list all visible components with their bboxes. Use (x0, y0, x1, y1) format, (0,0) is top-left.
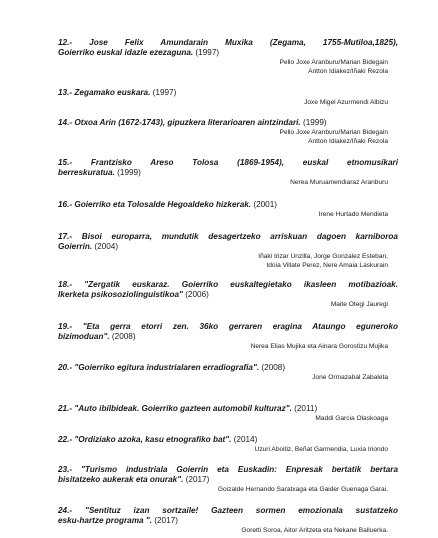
entry-title: bizimoduan". (58, 332, 110, 341)
entry-title: 18.- "Zergatik euskaraz. Goierriko euskaltegietako ikasleen motibazioak. (58, 280, 398, 289)
entry-year: (2008) (259, 363, 286, 372)
entry-title-line (58, 48, 398, 58)
entry-author: Uzuri Aboitiz, Beñat Garmendia, Luxia Iriondo (254, 446, 388, 453)
entry-title-line (58, 88, 398, 98)
entry-title-line (58, 242, 398, 252)
entry-title: bisitatzeko aukerak eta onurak". (58, 475, 184, 484)
entry-author: Iñaki Irizar Unzilla, Jorge Gonzalez Esteban, (258, 253, 388, 260)
entry-title: 17.- Bisoi europarra, mundutik desagertzeko arriskuan dagoen karniboroa (58, 232, 398, 241)
entry-title: Ikerketa psikosoziolinguistikoa" (58, 290, 183, 299)
entry-year: (2017) (183, 475, 210, 484)
entry-title: 19.- "Eta gerra etorri zen. 36ko gerraren eragina Ataungo eguneroko (58, 322, 398, 331)
entry-author: Joxe Migel Azurmendi Albizu (304, 99, 388, 106)
entry-title: esku-hartze programa ". (58, 516, 152, 525)
entry-author: Maite Otegi Jauregi (330, 301, 388, 308)
entry-title: 20.- "Goierriko egitura industrialaren erradiografia". (58, 363, 260, 372)
entry-author: Irene Hurtado Mendieta (318, 211, 388, 218)
entry-title-line (58, 363, 398, 373)
entry-title: 24.- "Sentituz izan sortzaile! Gazteen sormen emozionala sustatzeko (58, 506, 398, 515)
entry-title: berreskuratua. (58, 168, 115, 177)
entry-title-line (58, 465, 398, 475)
entry-year: (2008) (109, 332, 136, 341)
entry-author: Nerea Elias Mujika eta Ainara Gorostizu Mujika (250, 343, 388, 350)
entry-title: Goierrin. (58, 242, 93, 251)
entry-author: Jone Ormazabal Zabaleta (312, 374, 388, 381)
entry-author: Pello Joxe Aranburu/Marian Bidegain (279, 129, 388, 136)
entry-title-line (58, 118, 398, 128)
entry-title-line (58, 290, 398, 300)
entry-title: 14.- Otxoa Arin (1672-1743), gipuzkera literarioaren aintzindari. (58, 118, 301, 127)
entry-title-line (58, 404, 398, 414)
entry-year: (2004) (92, 242, 119, 251)
entry-title-line (58, 506, 398, 516)
entry-title-line (58, 232, 398, 242)
entry-author: Goizalde Hernando Saratxaga eta Gaider Guenaga Garai. (217, 486, 388, 493)
entry-year: (2006) (182, 290, 209, 299)
entry-year: (2017) (151, 516, 178, 525)
entry-title: 15.- Frantzisko Areso Tolosa (1869-1954), euskal etnomusikari (58, 158, 398, 167)
entry-year: (2014) (231, 435, 258, 444)
entry-title-line (58, 475, 398, 485)
entry-title: 22.- "Ordiziako azoka, kasu etnografiko bat". (58, 435, 232, 444)
entry-title-line (58, 332, 398, 342)
entry-author: Antton Idiakez/Iñaki Rezola (308, 67, 388, 75)
entry-author: Idoia Villate Perez, Nere Amaia Laskurain (266, 261, 388, 269)
entry-title: 23.- "Turismo industriala Goierrin eta Euskadin: Enpresak bertatik bertara (58, 465, 398, 474)
entry-author: Goretti Soroa, Aitor Aritzeta eta Nekane Balluerka. (241, 527, 388, 534)
entry-title: 13.- Zegamako euskara. (58, 88, 151, 97)
entry-year: (1997) (150, 88, 177, 97)
entry-title-line (58, 158, 398, 168)
entry-title-line (58, 322, 398, 332)
entry-title-line (58, 435, 398, 445)
entry-year: (1999) (300, 118, 327, 127)
entry-title-line (58, 200, 398, 210)
entry-title-line (58, 38, 398, 48)
entry-author: Nerea Muruamendiaraz Aranburu (290, 179, 388, 186)
entry-title: Goierriko euskal idazle ezezaguna. (58, 48, 194, 57)
entry-year: (1999) (114, 168, 141, 177)
entry-year: (2011) (291, 404, 318, 413)
entry-title-line (58, 516, 398, 526)
entry-title: 16.- Goierriko eta Tolosalde Hegoaldeko hizkerak. (58, 200, 252, 209)
entry-title-line (58, 280, 398, 290)
entry-year: (2001) (251, 200, 278, 209)
entry-author: Pello Joxe Aranburu/Marian Bidegain (279, 59, 388, 66)
entry-year: (1997) (193, 48, 220, 57)
entry-title-line (58, 168, 398, 178)
entry-author: Maddi Garcia Olaskoaga (315, 415, 388, 422)
entry-author: Antton Idiakez/Iñaki Rezola (308, 137, 388, 145)
entry-title: 12.- Jose Felix Amundarain Muxika (Zegama, 1755-Mutiloa,1825), (58, 38, 398, 47)
entry-title: 21.- "Auto ibilbideak. Goierriko gazteen automobil kulturaz". (58, 404, 292, 413)
